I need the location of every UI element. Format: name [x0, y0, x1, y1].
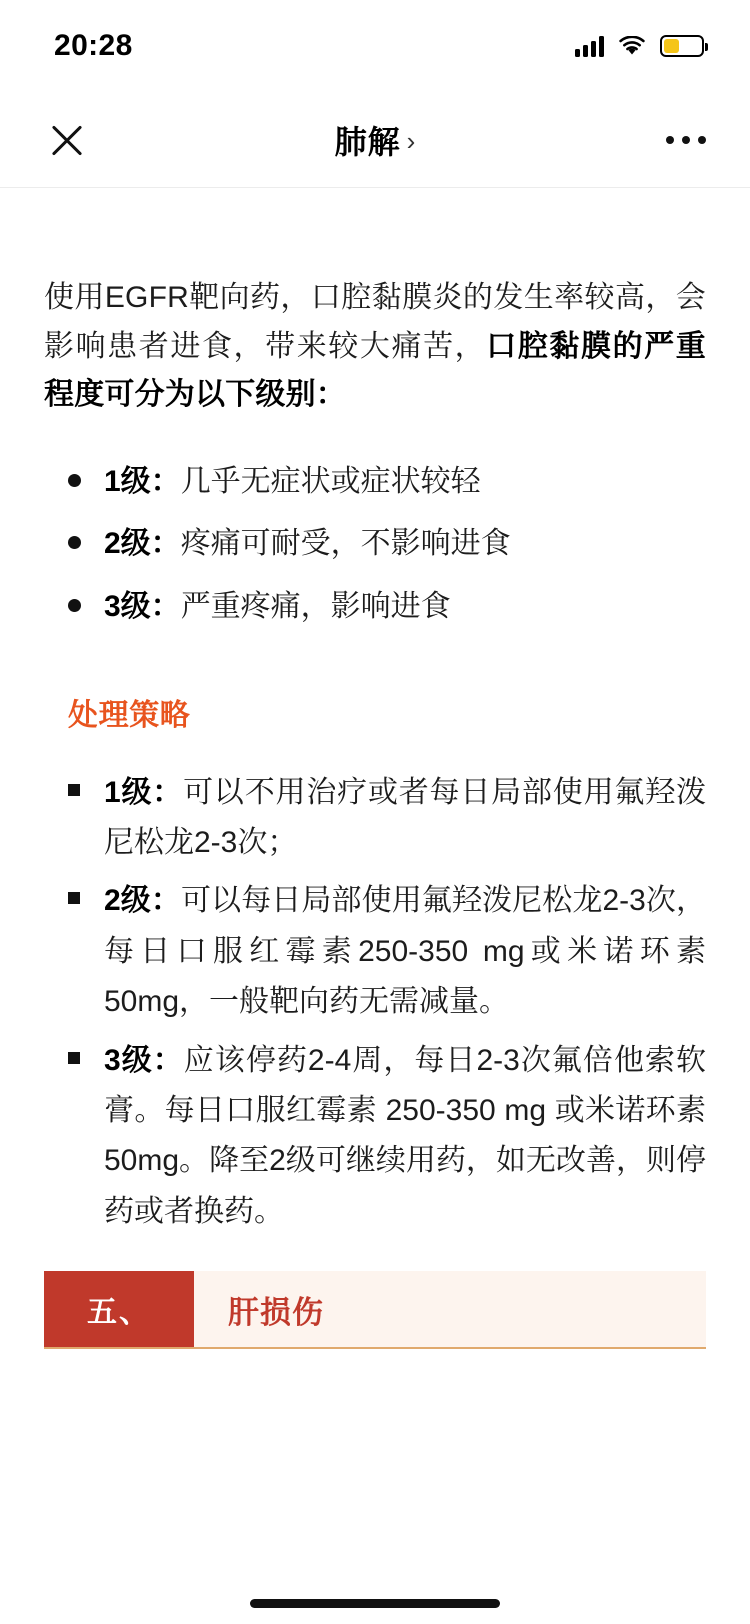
- list-item: [44, 768, 706, 869]
- banner-title: 肝损伤: [228, 1294, 324, 1330]
- list-item: [44, 1036, 706, 1238]
- list-item-text: 疼痛可耐受，不影响进食: [180, 527, 511, 561]
- nav-bar: [0, 92, 750, 188]
- status-bar: [0, 0, 750, 92]
- section-heading-strategy: 处理策略: [68, 698, 191, 732]
- list-item-text: 应该停药2-4周，每日2-3次氟倍他索软膏。每日口服红霉素 250-350 mg 或米诺环素50mg。降至2级可继续用药，如无改善，则停药或者换药。: [104, 1043, 707, 1228]
- cellular-signal-icon: [575, 35, 604, 57]
- home-indicator-area: [0, 1582, 750, 1624]
- list-item-text: 几乎无症状或症状较轻: [180, 464, 481, 498]
- article-content: [0, 188, 750, 1582]
- status-indicators: [575, 35, 704, 57]
- intro-paragraph: [44, 274, 706, 420]
- list-item-body: [104, 1036, 706, 1238]
- list-item-body: [104, 458, 706, 507]
- battery-icon: [660, 35, 704, 57]
- strategy-list: [44, 768, 706, 1238]
- nav-title-group: [0, 117, 750, 163]
- bullet-dot-icon: [44, 520, 104, 549]
- section-banner: [44, 1271, 706, 1349]
- bullet-square-icon: [44, 1036, 104, 1064]
- chevron-right-icon[interactable]: ›: [406, 125, 416, 156]
- page-title: 肺解: [334, 123, 401, 160]
- list-item-body: [104, 768, 706, 869]
- list-item: [44, 458, 706, 507]
- list-item-body: [104, 876, 706, 1027]
- status-time: 20:28: [54, 29, 133, 62]
- list-item-label: 2级：: [104, 884, 181, 918]
- list-item-label: 1级：: [104, 775, 184, 809]
- bullet-dot-icon: [44, 458, 104, 487]
- list-item-text: 严重疼痛，影响进食: [180, 589, 451, 623]
- list-item: [44, 583, 706, 632]
- list-item-label: 2级：: [104, 527, 181, 561]
- list-item-body: [104, 583, 706, 632]
- list-item: [44, 520, 706, 569]
- list-item: [44, 876, 706, 1027]
- list-item-label: 3级：: [104, 589, 181, 623]
- intro-bold-text: 口腔黏膜的严重程度可分为以下级别：: [44, 329, 706, 412]
- bullet-square-icon: [44, 876, 104, 904]
- wifi-icon: [618, 36, 646, 57]
- list-item-label: 3级：: [104, 1043, 184, 1077]
- grade-list: [44, 458, 706, 632]
- banner-number: 五、: [44, 1271, 194, 1347]
- list-item-text: 可以不用治疗或者每日局部使用氟羟泼尼松龙2-3次；: [104, 775, 707, 859]
- home-indicator[interactable]: [250, 1599, 500, 1608]
- close-icon[interactable]: [44, 117, 90, 163]
- bullet-dot-icon: [44, 583, 104, 612]
- bullet-square-icon: [44, 768, 104, 796]
- list-item-label: 1级：: [104, 464, 181, 498]
- more-options-icon[interactable]: [666, 126, 706, 154]
- list-item-text: 可以每日局部使用氟羟泼尼松龙2-3次，每日口服红霉素250-350 mg或米诺环素50mg，一般靶向药无需减量。: [104, 884, 707, 1019]
- intro-normal-text: 使用EGFR靶向药，口腔黏膜炎的发生率较高，会影响患者进食，带来较大痛苦，: [44, 281, 706, 363]
- list-item-body: [104, 520, 706, 569]
